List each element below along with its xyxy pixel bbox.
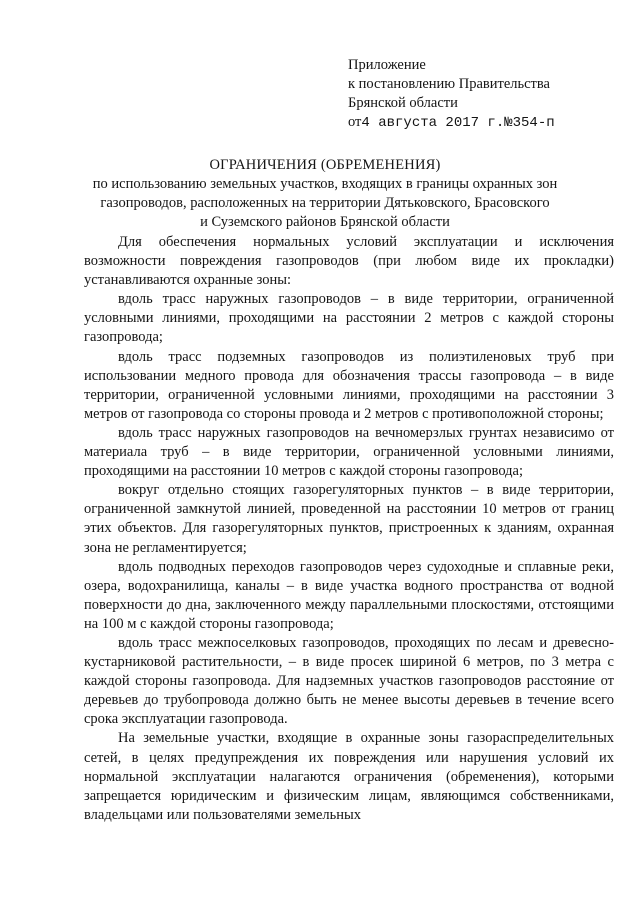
paragraph-regulator-stations: вокруг отдельно стоящих газорегуляторных пунктов – в виде территории, ограниченной замкнутой линией, проведенной на расстоянии 10 метров от границ этих объектов. Для газорегуляторных пунктов, пристроенных к зданиям, охранная зона не регламентируется;: [84, 482, 614, 556]
paragraph-underwater-crossings: вдоль подводных переходов газопроводов через судоходные и сплавные реки, озера, водохранилища, каналы – в виде участка водного пространства от водной поверхности до дна, заключенного между параллельными плоскостями, отстоящими на 100 м с каждой стороны газопровода;: [84, 558, 614, 632]
appendix-date-line: [348, 113, 608, 133]
document-title: ОГРАНИЧЕНИЯ (ОБРЕМЕНЕНИЯ): [209, 157, 441, 173]
subtitle-line-1: по использованию земельных участков, входящих в границы охранных зон: [92, 176, 558, 192]
subtitle-line-3: и Суземского районов Брянской области: [200, 214, 450, 230]
paragraph-outdoor-pipelines: вдоль трасс наружных газопроводов – в виде территории, ограниченной условными линиями, проходящими на расстоянии 2 метров с каждой стороны газопровода;: [84, 291, 614, 346]
appendix-block: [348, 56, 608, 133]
paragraph-land-restrictions: На земельные участки, входящие в охранные зоны газораспределительных сетей, в целях предупреждения их повреждения или нарушения условий их нормальной эксплуатации налагаются ограничения (обременения), которыми запрещается юридическим и физическим лицам, являющимся собственниками, владельцами или пользователями земельных: [84, 730, 614, 823]
appendix-region-line: Брянской области: [348, 95, 458, 111]
appendix-label: Приложение: [348, 57, 426, 73]
date-handwritten: 4 августа 2017 г.№354-п: [361, 115, 555, 131]
paragraph-permafrost-pipelines: вдоль трасс наружных газопроводов на вечномерзлых грунтах независимо от материала труб – в виде территории, ограниченной условными линиями, проходящими на расстоянии 10 метров с каждой стороны газопровода;: [84, 424, 614, 480]
paragraph-polyethylene-pipelines: вдоль трасс подземных газопроводов из полиэтиленовых труб при использовании медного провода для обозначения трассы газопровода – в виде территории, ограниченной условными линиями, проходящими на расстоянии 3 метров от газопровода со стороны провода и 2 метров с противоположной стороны;: [84, 348, 614, 422]
appendix-resolution-line: к постановлению Правительства: [348, 76, 550, 92]
paragraph-intersettlement-pipelines: вдоль трасс межпоселковых газопроводов, проходящих по лесам и древесно-кустарниковой растительности, – в виде просек шириной 6 метров, по 3 метра с каждой стороны газопровода. Для надземных участков газопроводов расстояние от деревьев до трубопровода должно быть не менее высоты деревьев в течение всего срока эксплуатации газопровода.: [84, 634, 614, 728]
paragraph-intro: Для обеспечения нормальных условий эксплуатации и исключения возможности повреждения газопроводов (при любом виде их прокладки) устанавливаются охранные зоны:: [84, 234, 614, 289]
subtitle-line-2: газопроводов, расположенных на территории Дятьковского, Брасовского: [100, 195, 550, 211]
document-body: [84, 233, 614, 825]
document-heading: [60, 156, 590, 232]
date-prefix: от: [348, 114, 362, 130]
